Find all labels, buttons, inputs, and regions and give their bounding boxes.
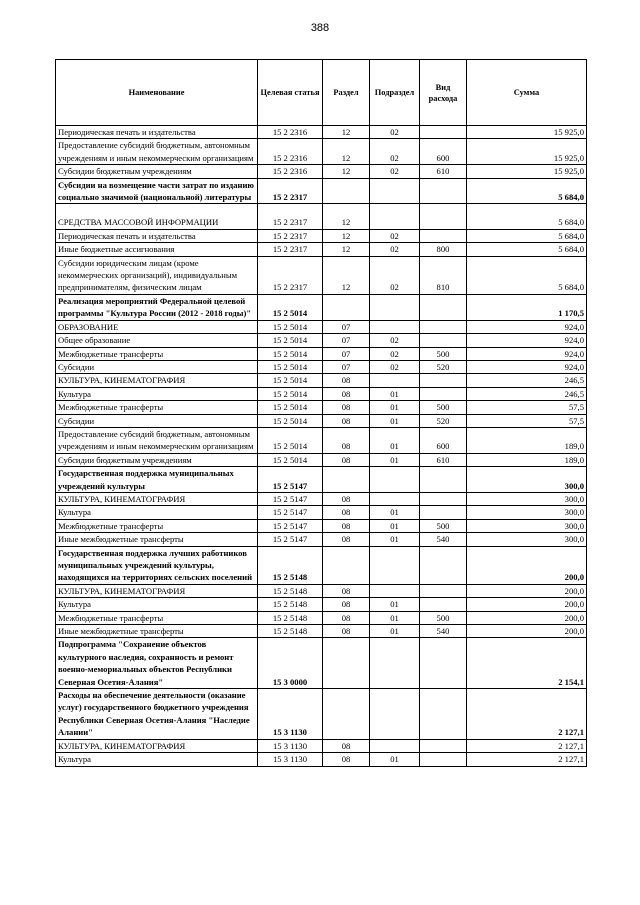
cell-sum: 57,5 — [467, 414, 587, 427]
cell-sum: 300,0 — [467, 467, 587, 493]
cell-name: Предоставление субсидий бюджетным, автономным учреждениям и иным некоммерческим организациям — [56, 427, 258, 453]
cell-name: Государственная поддержка лучших работников муниципальных учреждений культуры, находящихся на территориях сельских поселений — [56, 546, 258, 584]
table-row — [56, 533, 587, 546]
cell-target-article: 15 2 2317 — [258, 229, 323, 242]
cell-expense-type: 540 — [420, 533, 467, 546]
cell-section: 12 — [323, 204, 370, 229]
cell-target-article: 15 2 2316 — [258, 139, 323, 165]
cell-name: КУЛЬТУРА, КИНЕМАТОГРАФИЯ — [56, 739, 258, 752]
table-row — [56, 387, 587, 400]
cell-sum: 200,0 — [467, 625, 587, 638]
cell-name: Межбюджетные трансферты — [56, 611, 258, 624]
cell-subsection: 01 — [370, 401, 420, 414]
cell-sum: 15 925,0 — [467, 126, 587, 139]
cell-sum: 15 925,0 — [467, 165, 587, 178]
cell-section: 12 — [323, 243, 370, 256]
cell-section: 12 — [323, 139, 370, 165]
cell-expense-type — [420, 584, 467, 597]
cell-expense-type — [420, 320, 467, 333]
cell-name: Субсидии бюджетным учреждениям — [56, 453, 258, 466]
table-row — [56, 467, 587, 493]
table-row — [56, 584, 587, 597]
cell-expense-type: 500 — [420, 519, 467, 532]
cell-subsection: 02 — [370, 360, 420, 373]
cell-sum: 300,0 — [467, 506, 587, 519]
cell-expense-type: 600 — [420, 139, 467, 165]
cell-name: Иные межбюджетные трансферты — [56, 533, 258, 546]
cell-sum: 2 127,1 — [467, 753, 587, 766]
cell-name: Предоставление субсидий бюджетным, автономным учреждениям и иным некоммерческим организациям — [56, 139, 258, 165]
cell-section: 08 — [323, 453, 370, 466]
cell-subsection: 01 — [370, 506, 420, 519]
cell-target-article: 15 2 2316 — [258, 126, 323, 139]
cell-expense-type: 500 — [420, 347, 467, 360]
cell-sum: 5 684,0 — [467, 229, 587, 242]
cell-section: 07 — [323, 360, 370, 373]
cell-expense-type — [420, 229, 467, 242]
table-row — [56, 320, 587, 333]
cell-subsection — [370, 294, 420, 320]
cell-target-article: 15 2 5147 — [258, 492, 323, 505]
cell-subsection — [370, 638, 420, 689]
cell-subsection — [370, 739, 420, 752]
cell-name: Иные бюджетные ассигнования — [56, 243, 258, 256]
cell-section: 08 — [323, 492, 370, 505]
cell-expense-type — [420, 374, 467, 387]
cell-expense-type — [420, 178, 467, 204]
cell-target-article: 15 2 5014 — [258, 320, 323, 333]
table-row — [56, 139, 587, 165]
cell-sum: 2 154,1 — [467, 638, 587, 689]
table-row — [56, 753, 587, 766]
table-row — [56, 294, 587, 320]
cell-sum: 200,0 — [467, 584, 587, 597]
cell-expense-type — [420, 506, 467, 519]
cell-target-article: 15 2 5147 — [258, 533, 323, 546]
cell-subsection: 02 — [370, 229, 420, 242]
cell-name: Периодическая печать и издательства — [56, 229, 258, 242]
cell-target-article: 15 3 1130 — [258, 689, 323, 740]
cell-expense-type: 600 — [420, 427, 467, 453]
cell-name: ОБРАЗОВАНИЕ — [56, 320, 258, 333]
table-row — [56, 453, 587, 466]
cell-expense-type — [420, 334, 467, 347]
cell-section: 08 — [323, 401, 370, 414]
cell-expense-type — [420, 387, 467, 400]
cell-target-article: 15 2 5014 — [258, 360, 323, 373]
cell-sum: 200,0 — [467, 611, 587, 624]
cell-section — [323, 689, 370, 740]
cell-expense-type: 800 — [420, 243, 467, 256]
column-header-target-article: Целевая статья — [258, 60, 323, 126]
cell-section: 08 — [323, 427, 370, 453]
cell-subsection: 01 — [370, 519, 420, 532]
table-row — [56, 243, 587, 256]
cell-target-article: 15 3 1130 — [258, 739, 323, 752]
cell-expense-type — [420, 126, 467, 139]
cell-section: 12 — [323, 229, 370, 242]
cell-target-article: 15 2 5014 — [258, 427, 323, 453]
cell-target-article: 15 3 1130 — [258, 753, 323, 766]
table-row — [56, 178, 587, 204]
cell-subsection — [370, 320, 420, 333]
cell-name: КУЛЬТУРА, КИНЕМАТОГРАФИЯ — [56, 492, 258, 505]
table-row — [56, 374, 587, 387]
cell-section: 07 — [323, 347, 370, 360]
column-header-subsection: Подраздел — [370, 60, 420, 126]
cell-section: 08 — [323, 584, 370, 597]
cell-sum: 924,0 — [467, 334, 587, 347]
cell-sum: 5 684,0 — [467, 243, 587, 256]
cell-section: 08 — [323, 506, 370, 519]
table-row — [56, 598, 587, 611]
cell-name: Государственная поддержка муниципальных учреждений культуры — [56, 467, 258, 493]
cell-name: Субсидии юридическим лицам (кроме некоммерческих организаций), индивидуальным предпринимателям, физическим лицам — [56, 256, 258, 294]
cell-target-article: 15 2 2317 — [258, 178, 323, 204]
cell-target-article: 15 2 5014 — [258, 374, 323, 387]
cell-name: Межбюджетные трансферты — [56, 401, 258, 414]
cell-section: 08 — [323, 387, 370, 400]
cell-name: Культура — [56, 506, 258, 519]
cell-name: КУЛЬТУРА, КИНЕМАТОГРАФИЯ — [56, 584, 258, 597]
table-header-row — [56, 60, 587, 126]
cell-target-article: 15 2 5148 — [258, 611, 323, 624]
cell-section — [323, 467, 370, 493]
cell-sum: 57,5 — [467, 401, 587, 414]
cell-target-article: 15 2 5148 — [258, 625, 323, 638]
cell-name: Реализация мероприятий Федеральной целевой программы "Культура России (2012 - 2018 годы)" — [56, 294, 258, 320]
cell-expense-type: 520 — [420, 360, 467, 373]
table-body — [56, 126, 587, 767]
table-row — [56, 401, 587, 414]
cell-target-article: 15 2 2317 — [258, 256, 323, 294]
cell-name: Культура — [56, 753, 258, 766]
cell-subsection — [370, 204, 420, 229]
cell-subsection: 02 — [370, 165, 420, 178]
cell-expense-type — [420, 739, 467, 752]
cell-name: Общее образование — [56, 334, 258, 347]
table-row — [56, 638, 587, 689]
cell-sum: 5 684,0 — [467, 204, 587, 229]
table-row — [56, 611, 587, 624]
cell-target-article: 15 2 2317 — [258, 204, 323, 229]
table-row — [56, 229, 587, 242]
cell-section: 12 — [323, 256, 370, 294]
cell-target-article: 15 2 5014 — [258, 414, 323, 427]
cell-section: 08 — [323, 625, 370, 638]
cell-subsection: 01 — [370, 753, 420, 766]
column-header-sum: Сумма — [467, 60, 587, 126]
column-header-name: Наименование — [56, 60, 258, 126]
cell-subsection: 01 — [370, 533, 420, 546]
table-row — [56, 492, 587, 505]
cell-subsection: 01 — [370, 414, 420, 427]
cell-target-article: 15 2 5147 — [258, 519, 323, 532]
cell-name: СРЕДСТВА МАССОВОЙ ИНФОРМАЦИИ — [56, 204, 258, 229]
cell-expense-type — [420, 204, 467, 229]
cell-expense-type: 610 — [420, 165, 467, 178]
table-row — [56, 334, 587, 347]
cell-name: Подпрограмма "Сохранение объектов культурного наследия, сохранность и ремонт военно-мемориальных объектов Республики Северная Осетия-Алания" — [56, 638, 258, 689]
table-row — [56, 427, 587, 453]
cell-expense-type — [420, 598, 467, 611]
cell-subsection — [370, 584, 420, 597]
table-row — [56, 414, 587, 427]
table-row — [56, 165, 587, 178]
cell-target-article: 15 2 5014 — [258, 347, 323, 360]
cell-section: 08 — [323, 414, 370, 427]
cell-sum: 924,0 — [467, 360, 587, 373]
cell-subsection — [370, 546, 420, 584]
cell-section — [323, 178, 370, 204]
cell-section: 08 — [323, 598, 370, 611]
cell-subsection: 01 — [370, 598, 420, 611]
cell-section: 08 — [323, 739, 370, 752]
budget-table — [55, 59, 587, 767]
cell-name: Культура — [56, 598, 258, 611]
table-row — [56, 519, 587, 532]
cell-expense-type: 540 — [420, 625, 467, 638]
cell-subsection: 01 — [370, 611, 420, 624]
column-header-expense-type: Вид расхода — [420, 60, 467, 126]
cell-name: Периодическая печать и издательства — [56, 126, 258, 139]
cell-subsection: 02 — [370, 334, 420, 347]
cell-name: Межбюджетные трансферты — [56, 519, 258, 532]
cell-subsection: 01 — [370, 387, 420, 400]
table-row — [56, 689, 587, 740]
cell-name: Субсидии бюджетным учреждениям — [56, 165, 258, 178]
table-row — [56, 506, 587, 519]
cell-expense-type — [420, 638, 467, 689]
cell-name: Межбюджетные трансферты — [56, 347, 258, 360]
cell-subsection — [370, 689, 420, 740]
table-row — [56, 739, 587, 752]
page-number: 388 — [310, 22, 330, 34]
cell-expense-type: 610 — [420, 453, 467, 466]
cell-expense-type — [420, 294, 467, 320]
cell-subsection — [370, 178, 420, 204]
cell-sum: 300,0 — [467, 533, 587, 546]
cell-sum: 300,0 — [467, 519, 587, 532]
cell-name: Субсидии — [56, 360, 258, 373]
cell-section — [323, 546, 370, 584]
cell-subsection: 02 — [370, 243, 420, 256]
cell-sum: 924,0 — [467, 320, 587, 333]
cell-sum: 200,0 — [467, 546, 587, 584]
cell-subsection: 02 — [370, 126, 420, 139]
cell-section: 08 — [323, 611, 370, 624]
cell-sum: 2 127,1 — [467, 739, 587, 752]
cell-section: 08 — [323, 374, 370, 387]
cell-subsection: 02 — [370, 256, 420, 294]
cell-sum: 924,0 — [467, 347, 587, 360]
cell-section: 08 — [323, 533, 370, 546]
cell-subsection — [370, 467, 420, 493]
cell-subsection: 01 — [370, 625, 420, 638]
cell-target-article: 15 3 0000 — [258, 638, 323, 689]
cell-target-article: 15 2 5147 — [258, 467, 323, 493]
cell-section: 07 — [323, 334, 370, 347]
column-header-section: Раздел — [323, 60, 370, 126]
cell-sum: 5 684,0 — [467, 178, 587, 204]
cell-section: 07 — [323, 320, 370, 333]
table-row — [56, 256, 587, 294]
cell-sum: 5 684,0 — [467, 256, 587, 294]
cell-expense-type: 520 — [420, 414, 467, 427]
cell-expense-type — [420, 467, 467, 493]
cell-sum: 2 127,1 — [467, 689, 587, 740]
cell-expense-type — [420, 689, 467, 740]
cell-target-article: 15 2 5014 — [258, 453, 323, 466]
cell-name: КУЛЬТУРА, КИНЕМАТОГРАФИЯ — [56, 374, 258, 387]
table-row — [56, 625, 587, 638]
cell-expense-type: 810 — [420, 256, 467, 294]
cell-target-article: 15 2 5148 — [258, 584, 323, 597]
cell-section: 08 — [323, 519, 370, 532]
cell-sum: 300,0 — [467, 492, 587, 505]
cell-target-article: 15 2 5147 — [258, 506, 323, 519]
cell-expense-type — [420, 753, 467, 766]
cell-name: Культура — [56, 387, 258, 400]
cell-name: Иные межбюджетные трансферты — [56, 625, 258, 638]
cell-sum: 15 925,0 — [467, 139, 587, 165]
cell-sum: 246,5 — [467, 387, 587, 400]
cell-subsection — [370, 374, 420, 387]
cell-target-article: 15 2 5014 — [258, 294, 323, 320]
cell-section: 12 — [323, 165, 370, 178]
table-row — [56, 347, 587, 360]
cell-subsection: 01 — [370, 427, 420, 453]
cell-expense-type — [420, 546, 467, 584]
cell-sum: 189,0 — [467, 427, 587, 453]
table-row — [56, 126, 587, 139]
cell-section: 08 — [323, 753, 370, 766]
cell-expense-type: 500 — [420, 611, 467, 624]
cell-target-article: 15 2 2317 — [258, 243, 323, 256]
cell-target-article: 15 2 2316 — [258, 165, 323, 178]
cell-expense-type: 500 — [420, 401, 467, 414]
cell-subsection: 02 — [370, 139, 420, 165]
cell-sum: 246,5 — [467, 374, 587, 387]
table-row — [56, 204, 587, 229]
cell-target-article: 15 2 5148 — [258, 598, 323, 611]
table-row — [56, 546, 587, 584]
cell-section: 12 — [323, 126, 370, 139]
cell-subsection: 02 — [370, 347, 420, 360]
cell-section — [323, 638, 370, 689]
cell-target-article: 15 2 5014 — [258, 334, 323, 347]
table-row — [56, 360, 587, 373]
cell-name: Субсидии на возмещение части затрат по изданию социально значимой (национальной) литературы — [56, 178, 258, 204]
cell-section — [323, 294, 370, 320]
cell-target-article: 15 2 5148 — [258, 546, 323, 584]
cell-name: Расходы на обеспечение деятельности (оказание услуг) государственного бюджетного учреждения Республики Северная Осетия-Алания "Наследие Алании" — [56, 689, 258, 740]
cell-sum: 200,0 — [467, 598, 587, 611]
cell-sum: 1 170,5 — [467, 294, 587, 320]
cell-target-article: 15 2 5014 — [258, 401, 323, 414]
cell-expense-type — [420, 492, 467, 505]
cell-target-article: 15 2 5014 — [258, 387, 323, 400]
cell-sum: 189,0 — [467, 453, 587, 466]
cell-subsection — [370, 492, 420, 505]
cell-subsection: 01 — [370, 453, 420, 466]
cell-name: Субсидии — [56, 414, 258, 427]
